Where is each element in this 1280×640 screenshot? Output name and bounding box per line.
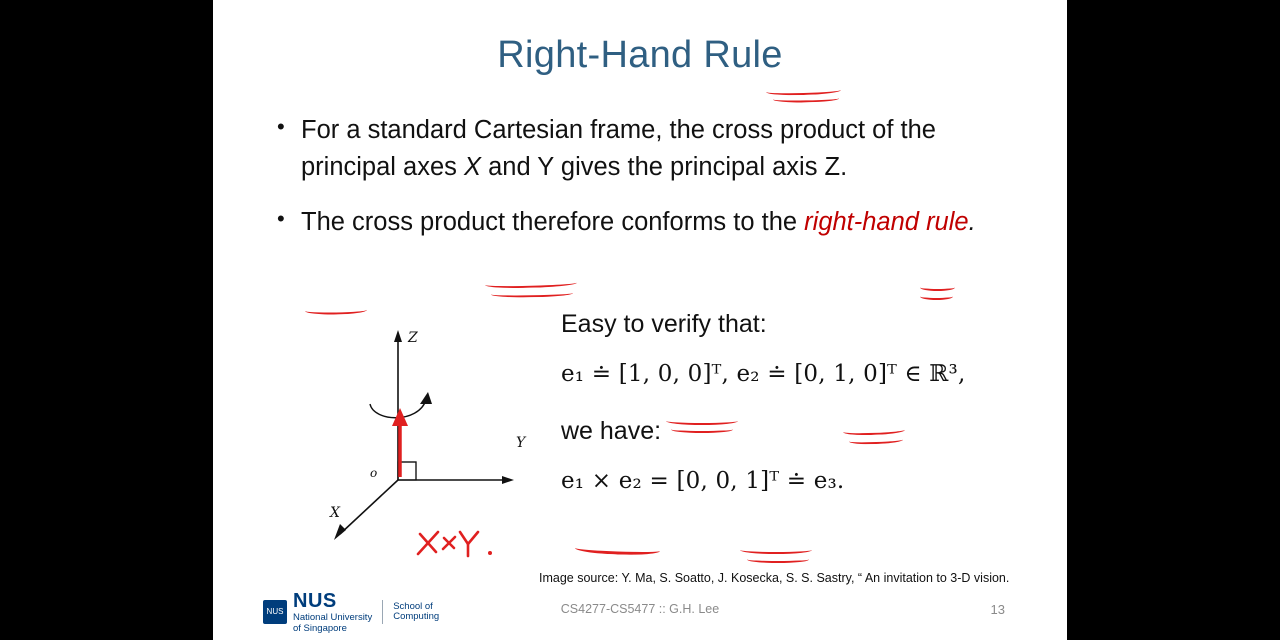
nus-wordmark: NUS: [293, 590, 337, 612]
axes-svg: [308, 322, 543, 567]
math-column: [561, 310, 1061, 494]
list-item: [275, 112, 1015, 186]
ink-underline-e1xe2: [575, 543, 660, 556]
dept-line1: School of: [393, 600, 433, 612]
ink-underline-result-1: [740, 546, 812, 554]
math-heading-2: we have:: [561, 417, 662, 445]
ink-underline-result-2: [747, 556, 809, 563]
nus-crest-text: NUS: [266, 607, 284, 617]
footer-course: CS4277-CS5477 :: G.H. Lee: [560, 602, 720, 616]
nus-subtitle-line1: National University: [293, 612, 373, 623]
logo-divider: [382, 600, 383, 624]
ink-underline-title-2: [773, 95, 839, 103]
coordinate-frame-diagram: [308, 322, 543, 567]
bullet-1-pre: For a standard Cartesian frame, the cross product of the principal axes: [301, 116, 936, 181]
bullet-1-em: X: [464, 152, 482, 181]
ink-underline-bullet2-1: [485, 279, 577, 289]
page-title: Right-Hand Rule: [497, 34, 783, 76]
nus-logo: [263, 590, 439, 635]
nus-crest-icon: [263, 600, 287, 624]
equation-2: e₁ × e₂ = [0, 0, 1]ᵀ ≐ e₃.: [561, 468, 845, 494]
bullet-1-mid: and Y gives the principal axis Z.: [481, 152, 848, 181]
image-source-caption: Image source: Y. Ma, S. Soatto, J. Kosecka, S. S. Sastry, “ An invitation to 3-D vision.: [539, 571, 1010, 585]
dept-line2: Computing: [393, 611, 440, 623]
ink-underline-e1-vec-1: [666, 417, 738, 425]
svg-text:o: o: [370, 466, 378, 480]
bullet-2-pre: The cross product therefore conforms to the: [301, 207, 805, 236]
bullet-2-mid: .: [968, 207, 976, 236]
svg-text:X: X: [330, 505, 340, 521]
ink-underline-hand: [305, 306, 367, 315]
svg-text:Y: Y: [516, 435, 526, 451]
bullet-list: [275, 112, 1015, 259]
slide-canvas: [213, 0, 1067, 640]
svg-text:Z: Z: [408, 330, 418, 346]
equation-1: e₁ ≐ [1, 0, 0]ᵀ, e₂ ≐ [0, 1, 0]ᵀ ∈ ℝ³,: [561, 361, 966, 387]
list-item: [275, 204, 1015, 241]
ink-underline-e1-vec-2: [671, 426, 733, 433]
bullet-2-em: right-hand rule: [804, 207, 969, 236]
ink-underline-righthand-2: [920, 293, 953, 300]
page-number: 13: [990, 602, 1005, 617]
nus-subtitle-line2: of Singapore: [293, 622, 347, 634]
ink-underline-bullet2-2: [491, 290, 573, 298]
math-heading-1: Easy to verify that:: [561, 310, 767, 338]
ink-underline-righthand-1: [920, 284, 955, 291]
